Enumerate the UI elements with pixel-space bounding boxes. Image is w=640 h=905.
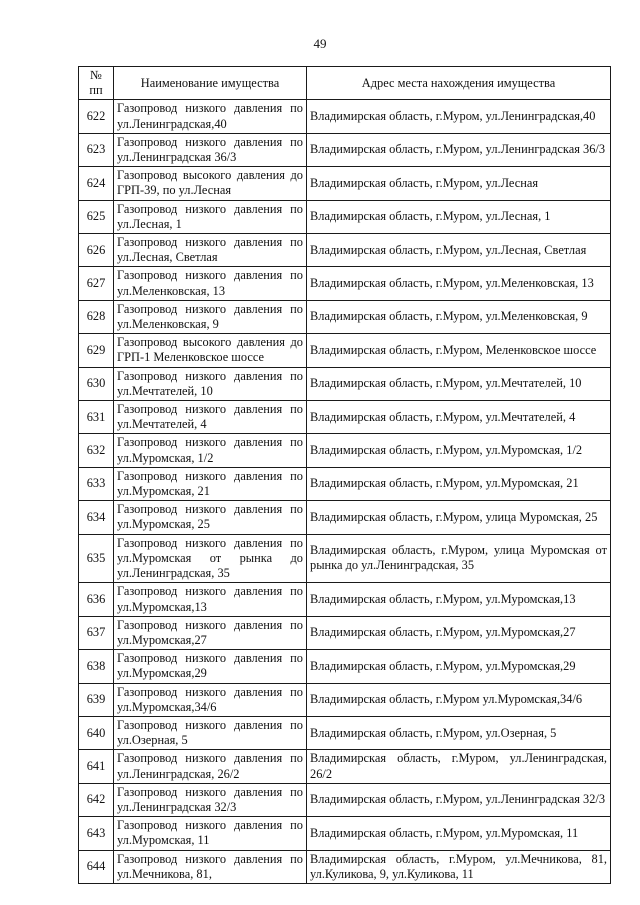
property-address: Владимирская область, г.Муром, ул.Меленковская, 13	[307, 267, 611, 300]
table-row	[79, 133, 611, 166]
property-name: Газопровод низкого давления по ул.Муромская,27	[114, 616, 307, 649]
row-number: 625	[79, 200, 114, 233]
row-number: 623	[79, 133, 114, 166]
property-address: Владимирская область, г.Муром, ул.Мечтателей, 4	[307, 401, 611, 434]
property-address: Владимирская область, г.Муром, улица Муромская, 25	[307, 501, 611, 534]
table-row	[79, 267, 611, 300]
property-address: Владимирская область, г.Муром, ул.Лесная, Светлая	[307, 234, 611, 267]
table-row	[79, 616, 611, 649]
table-row	[79, 434, 611, 467]
header-property-name: Наименование имущества	[114, 67, 307, 100]
property-address: Владимирская область, г.Муром, ул.Ленинградская,40	[307, 100, 611, 133]
header-row-number: № пп	[79, 67, 114, 100]
property-address: Владимирская область, г.Муром, ул.Мечникова, 81, ул.Куликова, 9, ул.Куликова, 11	[307, 850, 611, 883]
property-address: Владимирская область, г.Муром, ул.Озерная, 5	[307, 716, 611, 749]
property-name: Газопровод низкого давления по ул.Ленинградская,40	[114, 100, 307, 133]
property-name: Газопровод низкого давления по ул.Муромская,29	[114, 650, 307, 683]
table-row	[79, 501, 611, 534]
row-number: 626	[79, 234, 114, 267]
property-name: Газопровод низкого давления по ул.Муромская, 21	[114, 467, 307, 500]
property-address: Владимирская область, г.Муром, ул.Мечтателей, 10	[307, 367, 611, 400]
property-address: Владимирская область, г.Муром, ул.Лесная, 1	[307, 200, 611, 233]
property-name: Газопровод низкого давления по ул.Лесная, 1	[114, 200, 307, 233]
row-number: 638	[79, 650, 114, 683]
table-row	[79, 200, 611, 233]
table-row	[79, 401, 611, 434]
header-row	[79, 67, 611, 100]
property-name: Газопровод низкого давления по ул.Муромская, 11	[114, 817, 307, 850]
property-table	[78, 66, 611, 884]
property-address: Владимирская область, г.Муром, ул.Муромская,29	[307, 650, 611, 683]
row-number: 627	[79, 267, 114, 300]
row-number: 628	[79, 300, 114, 333]
property-name: Газопровод высокого давления до ГРП-39, по ул.Лесная	[114, 167, 307, 200]
row-number: 624	[79, 167, 114, 200]
property-address: Владимирская область, г.Муром, ул.Ленинградская, 26/2	[307, 750, 611, 783]
property-name: Газопровод низкого давления по ул.Озерная, 5	[114, 716, 307, 749]
table-row	[79, 234, 611, 267]
property-address: Владимирская область, г.Муром, ул.Муромская, 21	[307, 467, 611, 500]
property-address: Владимирская область, г.Муром, улица Муромская от рынка до ул.Ленинградская, 35	[307, 534, 611, 583]
property-name: Газопровод низкого давления по ул.Ленинградская, 26/2	[114, 750, 307, 783]
property-address: Владимирская область, г.Муром, ул.Муромская, 11	[307, 817, 611, 850]
property-name: Газопровод низкого давления по ул.Мечтателей, 10	[114, 367, 307, 400]
row-number: 630	[79, 367, 114, 400]
property-name: Газопровод низкого давления по ул.Лесная, Светлая	[114, 234, 307, 267]
table-row	[79, 300, 611, 333]
table-row	[79, 334, 611, 367]
property-name: Газопровод низкого давления по ул.Муромская, 25	[114, 501, 307, 534]
row-number: 633	[79, 467, 114, 500]
property-address: Владимирская область, г.Муром, ул.Муромская,27	[307, 616, 611, 649]
row-number: 637	[79, 616, 114, 649]
property-name: Газопровод низкого давления по ул.Муромская, 1/2	[114, 434, 307, 467]
table-row	[79, 167, 611, 200]
table-row	[79, 467, 611, 500]
row-number: 634	[79, 501, 114, 534]
row-number: 639	[79, 683, 114, 716]
property-address: Владимирская область, г.Муром, ул.Муромская,13	[307, 583, 611, 616]
property-address: Владимирская область, г.Муром, ул.Муромская, 1/2	[307, 434, 611, 467]
table-row	[79, 367, 611, 400]
table-row	[79, 583, 611, 616]
property-name: Газопровод низкого давления по ул.Ленинградская 32/3	[114, 783, 307, 816]
property-address: Владимирская область, г.Муром, ул.Лесная	[307, 167, 611, 200]
table-row	[79, 534, 611, 583]
row-number: 640	[79, 716, 114, 749]
row-number: 641	[79, 750, 114, 783]
property-name: Газопровод низкого давления по ул.Мечникова, 81,	[114, 850, 307, 883]
property-address: Владимирская область, г.Муром, ул.Ленинградская 32/3	[307, 783, 611, 816]
row-number: 622	[79, 100, 114, 133]
property-name: Газопровод низкого давления по ул.Мечтателей, 4	[114, 401, 307, 434]
property-address: Владимирская область, г.Муром, ул.Ленинградская 36/3	[307, 133, 611, 166]
table-row	[79, 817, 611, 850]
row-number: 635	[79, 534, 114, 583]
table-row	[79, 850, 611, 883]
property-address: Владимирская область, г.Муром, ул.Меленковская, 9	[307, 300, 611, 333]
table-row	[79, 716, 611, 749]
row-number: 642	[79, 783, 114, 816]
property-name: Газопровод низкого давления по ул.Муромская,13	[114, 583, 307, 616]
row-number: 643	[79, 817, 114, 850]
table-body	[79, 100, 611, 884]
table-header	[79, 67, 611, 100]
property-name: Газопровод низкого давления по ул.Муромская от рынка до ул.Ленинградская, 35	[114, 534, 307, 583]
table-row	[79, 750, 611, 783]
property-name: Газопровод низкого давления по ул.Муромская,34/6	[114, 683, 307, 716]
table-row	[79, 783, 611, 816]
table-row	[79, 683, 611, 716]
row-number: 631	[79, 401, 114, 434]
table-row	[79, 100, 611, 133]
row-number: 644	[79, 850, 114, 883]
property-name: Газопровод высокого давления до ГРП-1 Меленковское шоссе	[114, 334, 307, 367]
row-number: 632	[79, 434, 114, 467]
row-number: 636	[79, 583, 114, 616]
property-address: Владимирская область, г.Муром ул.Муромская,34/6	[307, 683, 611, 716]
property-address: Владимирская область, г.Муром, Меленковское шоссе	[307, 334, 611, 367]
row-number: 629	[79, 334, 114, 367]
table-row	[79, 650, 611, 683]
property-name: Газопровод низкого давления по ул.Меленковская, 9	[114, 300, 307, 333]
property-name: Газопровод низкого давления по ул.Ленинградская 36/3	[114, 133, 307, 166]
property-name: Газопровод низкого давления по ул.Меленковская, 13	[114, 267, 307, 300]
header-property-address: Адрес места нахождения имущества	[307, 67, 611, 100]
page-number: 49	[313, 36, 327, 51]
